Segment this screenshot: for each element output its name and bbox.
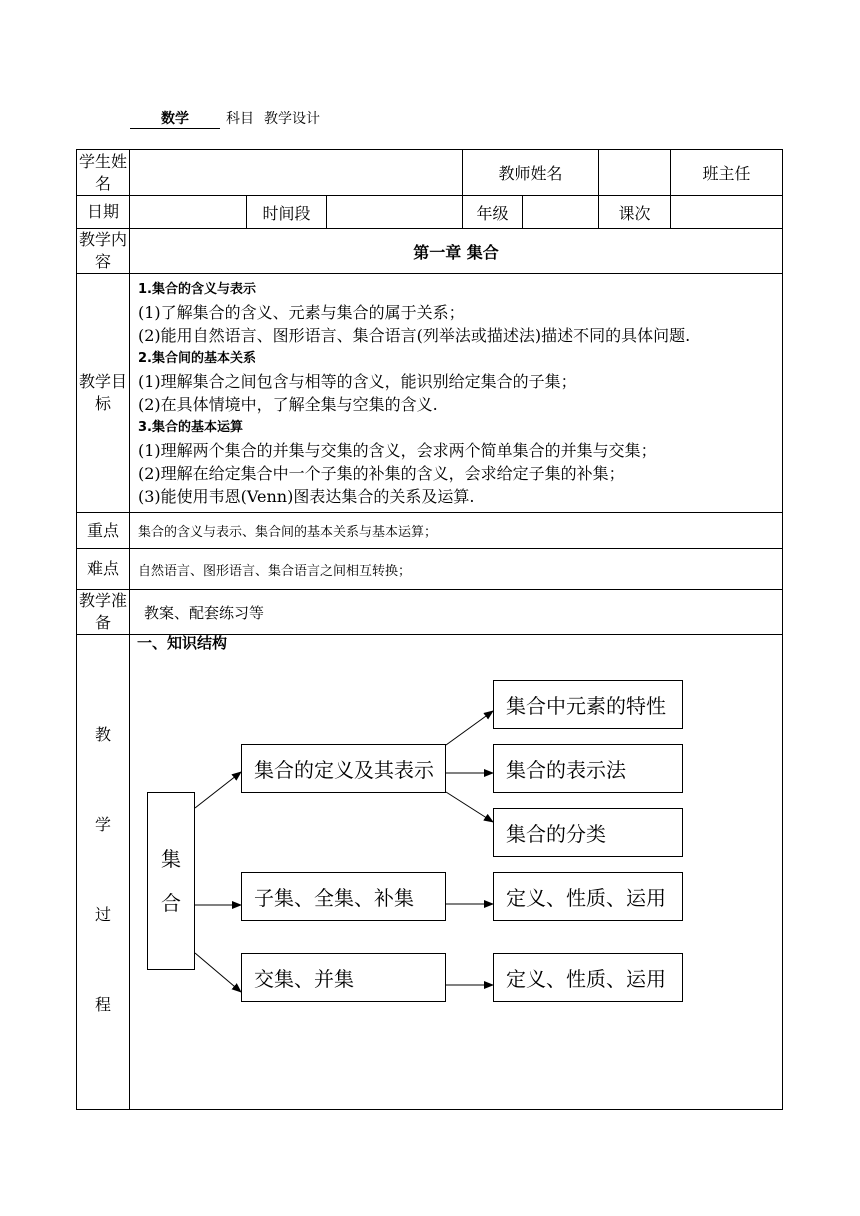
root-char: 合 <box>161 891 181 915</box>
design-label: 教学设计 <box>264 111 320 127</box>
process-char: 程 <box>94 995 111 1014</box>
process-label <box>77 635 130 1110</box>
document-header <box>130 108 330 129</box>
goals-content <box>130 274 783 513</box>
key-points-label: 重点 <box>77 513 130 549</box>
node-classification: 集合的分类 <box>493 808 683 857</box>
grade-label: 年级 <box>463 196 523 229</box>
root-char: 集 <box>161 847 181 871</box>
teacher-name-label: 教师姓名 <box>463 150 599 196</box>
subject-field: 数学 <box>130 108 220 129</box>
date-field[interactable] <box>130 196 247 229</box>
goal-item: (2)在具体情境中，了解全集与空集的含义. <box>138 395 438 414</box>
goal-item: (2)能用自然语言、图形语言、集合语言(列举法或描述法)描述不同的具体问题. <box>138 326 691 345</box>
teacher-name-field[interactable] <box>599 150 671 196</box>
head-teacher-label: 班主任 <box>671 150 783 196</box>
process-char: 学 <box>94 815 111 834</box>
knowledge-structure-title: 一、知识结构 <box>137 634 228 652</box>
preparation-label: 教学准备 <box>77 590 130 635</box>
node-characteristics: 集合中元素的特性 <box>493 680 683 729</box>
key-points-value: 集合的含义与表示、集合间的基本关系与基本运算； <box>130 513 783 549</box>
student-name-field[interactable] <box>130 150 463 196</box>
goal-item: (3)能使用韦恩(Venn)图表达集合的关系及运算. <box>138 487 475 506</box>
node-subset: 子集、全集、补集 <box>241 872 446 921</box>
difficulties-value: 自然语言、图形语言、集合语言之间相互转换； <box>130 549 783 590</box>
goal-item: (2)理解在给定集合中一个子集的补集的含义，会求给定子集的补集； <box>138 464 625 483</box>
time-field[interactable] <box>327 196 463 229</box>
date-label: 日期 <box>77 196 130 229</box>
goal-heading: 2.集合间的基本关系 <box>138 351 256 366</box>
node-subset-properties: 定义、性质、运用 <box>493 872 683 921</box>
process-char: 教 <box>94 725 111 744</box>
node-intersection: 交集、并集 <box>241 953 446 1002</box>
goal-heading: 1.集合的含义与表示 <box>138 282 256 297</box>
goal-heading: 3.集合的基本运算 <box>138 420 243 435</box>
goals-label: 教学目标 <box>77 274 130 513</box>
content-label: 教学内容 <box>77 229 130 274</box>
goal-item: (1)理解两个集合的并集与交集的含义，会求两个简单集合的并集与交集； <box>138 441 657 460</box>
chapter-title: 第一章 集合 <box>130 229 783 274</box>
goal-item: (1)理解集合之间包含与相等的含义，能识别给定集合的子集； <box>138 372 577 391</box>
student-name-label: 学生姓名 <box>77 150 130 196</box>
lesson-field[interactable] <box>671 196 783 229</box>
time-label: 时间段 <box>247 196 327 229</box>
preparation-value: 教案、配套练习等 <box>130 590 783 635</box>
node-representation: 集合的表示法 <box>493 744 683 793</box>
root-node-set <box>147 792 195 970</box>
process-char: 过 <box>94 905 111 924</box>
goal-item: (1)了解集合的含义、元素与集合的属于关系； <box>138 303 465 322</box>
grade-field[interactable] <box>523 196 599 229</box>
node-definition: 集合的定义及其表示 <box>241 744 446 793</box>
node-intersection-properties: 定义、性质、运用 <box>493 953 683 1002</box>
difficulties-label: 难点 <box>77 549 130 590</box>
subject-label: 科目 <box>226 111 254 127</box>
process-content <box>130 635 783 1110</box>
lesson-label: 课次 <box>599 196 671 229</box>
